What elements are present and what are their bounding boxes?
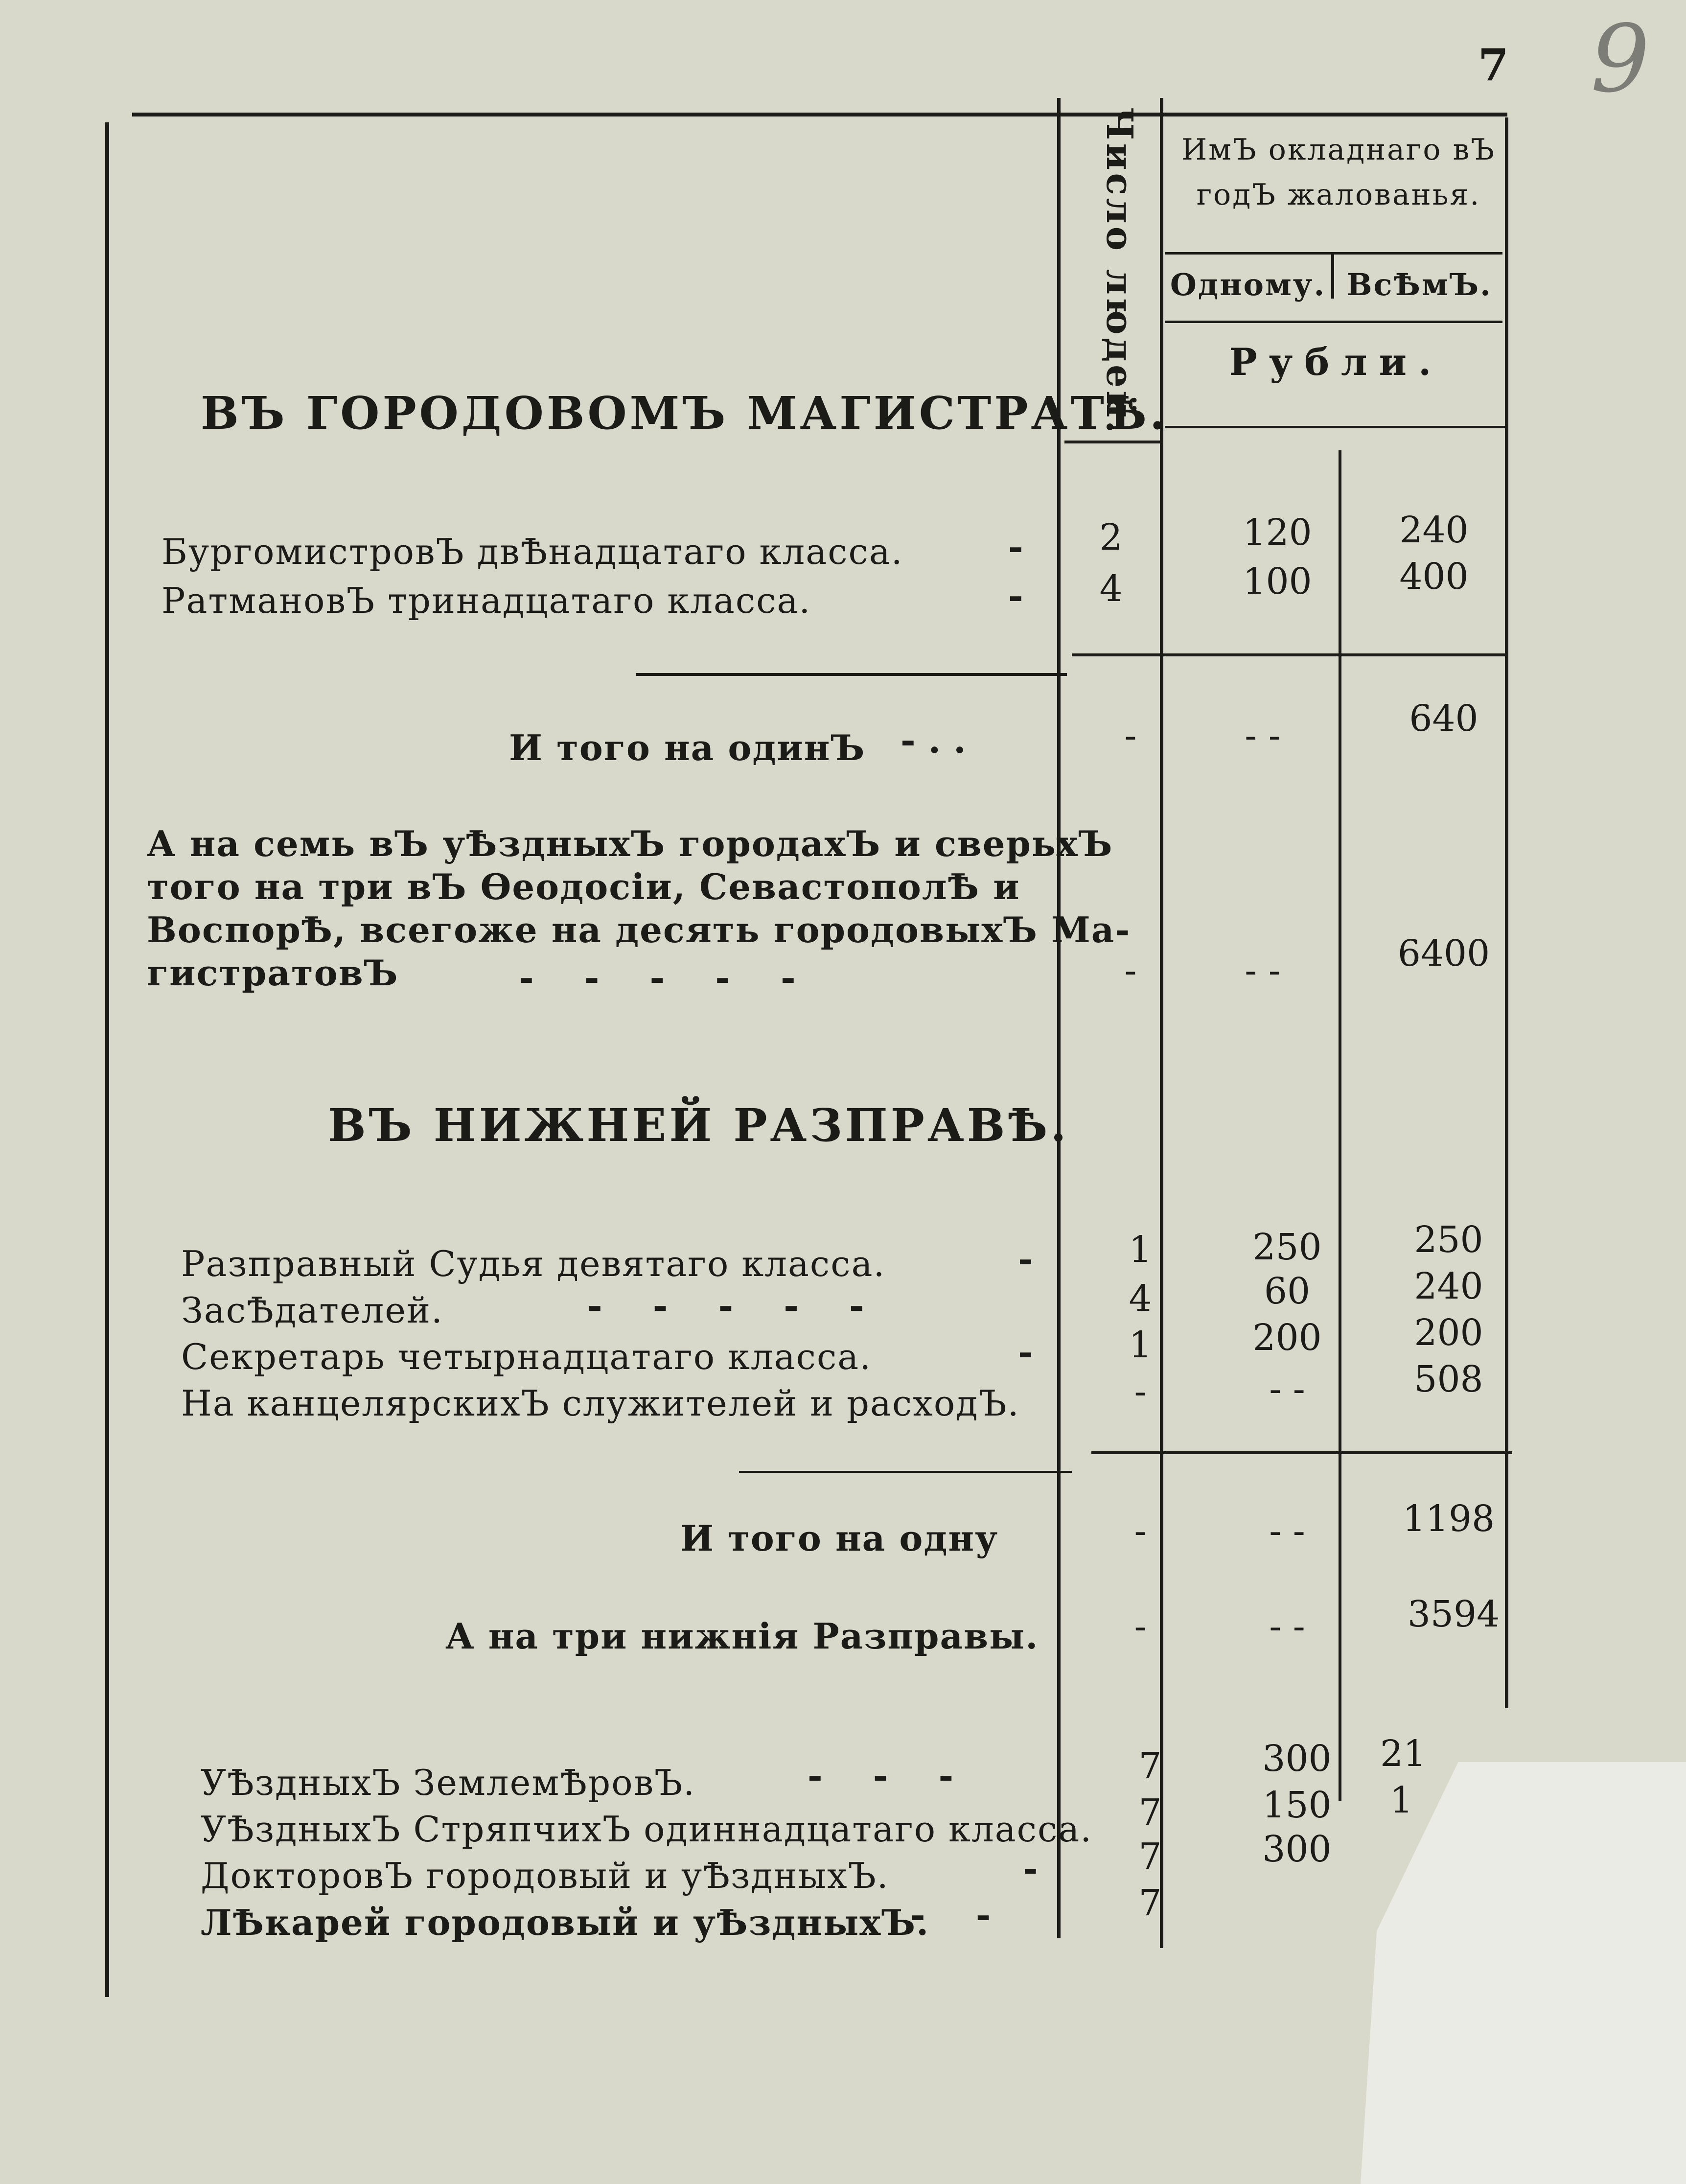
- court-total-label: И того на одну: [680, 1517, 999, 1559]
- magistrate-total: 640: [1409, 697, 1478, 740]
- table-top-rule: [132, 113, 1507, 116]
- header-rule-1: [1165, 252, 1502, 255]
- magistrate-title: ВЪ ГОРОДОВОМЪ МАГИСТРАТѢ.: [201, 387, 1168, 440]
- magistrate-row-2-label: РатмановЪ тринадцатаго класса.: [162, 580, 811, 621]
- court-row-4-label: На канцелярскихЪ служителей и расходЪ.: [181, 1383, 1020, 1424]
- court-row-3-all: 200: [1414, 1312, 1483, 1354]
- header-all: ВсѢмЪ.: [1346, 267, 1492, 302]
- court-three-count: -: [1134, 1605, 1147, 1648]
- page-number: 7: [1478, 39, 1509, 91]
- court-row-2-one: 60: [1264, 1270, 1311, 1312]
- magistrate-sum-rule: [636, 673, 1067, 676]
- magistrate-row-2-count: 4: [1099, 568, 1123, 610]
- count-column-left-rule: [1057, 98, 1061, 1938]
- court-row-1-dash: -: [1018, 1238, 1033, 1280]
- header-rule-2: [1165, 321, 1502, 323]
- header-count: Число людей.: [1098, 107, 1140, 436]
- magistrate-row-1-label: БургомистровЪ двѢнадцатаго класса.: [162, 531, 903, 572]
- court-row-4-one: - -: [1269, 1368, 1305, 1410]
- district-row-2-label: УѢздныхЪ СтряпчихЪ одиннадцатаго класса.: [201, 1809, 1093, 1850]
- magistrate-total-label: И того на одинЪ: [509, 727, 866, 768]
- district-row-2-one: 150: [1262, 1784, 1332, 1826]
- corner-pencil-mark: 9: [1591, 5, 1650, 113]
- court-row-2-dash: - - - - -: [587, 1285, 864, 1327]
- district-row-4-count: 7: [1138, 1882, 1162, 1924]
- court-row-3-count: 1: [1129, 1324, 1152, 1366]
- magistrate-total-count: -: [1124, 715, 1137, 757]
- court-row-4-all: 508: [1414, 1358, 1483, 1400]
- court-three-label: А на три нижнія Разправы.: [445, 1615, 1039, 1657]
- court-total-count: -: [1134, 1510, 1147, 1552]
- court-three-one: - -: [1269, 1605, 1305, 1648]
- magistrate-row-2-dash: -: [1008, 575, 1023, 617]
- district-row-4-label: ЛѢкарей городовый и уѢздныхЪ.: [201, 1902, 930, 1943]
- magistrate-paragraph-line-4: гистратовЪ: [147, 952, 399, 994]
- magistrate-sum-rule-cols: [1072, 653, 1507, 656]
- district-row-3-one: 300: [1262, 1828, 1332, 1870]
- court-row-3-label: Секретарь четырнадцатаго класса.: [181, 1336, 872, 1377]
- magistrate-row-2-all: 400: [1399, 556, 1469, 598]
- district-row-3-label: ДокторовЪ городовый и уѢздныхЪ.: [201, 1855, 889, 1896]
- magistrate-total-dashes: - . .: [901, 720, 966, 762]
- magistrate-paragraph-dashes: - - - - -: [519, 957, 796, 999]
- court-row-1-label: Разправный Судья девятаго класса.: [181, 1243, 886, 1284]
- header-rubles: Рубли.: [1229, 340, 1443, 384]
- magistrate-row-1-dash: -: [1008, 526, 1023, 568]
- paper-tear-area: [1361, 1762, 1686, 2184]
- count-column-right-rule: [1160, 98, 1163, 1948]
- magistrate-row-2-one: 100: [1243, 560, 1312, 603]
- court-row-1-all: 250: [1414, 1219, 1483, 1261]
- court-sum-rule: [739, 1471, 1072, 1473]
- magistrate-row-1-all: 240: [1399, 509, 1469, 551]
- court-row-4-count: -: [1134, 1371, 1147, 1413]
- court-row-3-one: 200: [1252, 1317, 1322, 1359]
- magistrate-paragraph-line-2: того на три вЪ Ѳеодосіи, СевастополѢ и: [147, 866, 1020, 907]
- magistrate-paragraph-total: 6400: [1397, 932, 1490, 975]
- district-row-4-dash: - -: [910, 1894, 991, 1936]
- magistrate-paragraph-line-1: А на семь вЪ уѢздныхЪ городахЪ и сверьхЪ: [147, 823, 1113, 864]
- court-total: 1198: [1402, 1498, 1495, 1540]
- court-row-2-label: ЗасѢдателей.: [181, 1290, 443, 1331]
- district-row-2-all: 1: [1390, 1779, 1413, 1821]
- magistrate-row-1-count: 2: [1099, 516, 1123, 558]
- court-sum-rule-cols: [1091, 1451, 1512, 1454]
- district-row-1-one: 300: [1262, 1738, 1332, 1780]
- magistrate-paragraph-one: - -: [1245, 950, 1281, 992]
- table-left-rule: [105, 122, 109, 1997]
- header-one: Одному.: [1170, 267, 1326, 302]
- header-rule-3: [1165, 426, 1505, 428]
- court-row-1-one: 250: [1252, 1226, 1322, 1268]
- court-row-2-count: 4: [1129, 1278, 1152, 1320]
- district-row-1-all: 21: [1380, 1733, 1427, 1775]
- district-row-1-count: 7: [1138, 1745, 1162, 1787]
- magistrate-total-one: - -: [1245, 715, 1281, 757]
- court-total-one: - -: [1269, 1510, 1305, 1552]
- district-row-3-count: 7: [1138, 1835, 1162, 1878]
- district-row-3-dash: -: [1023, 1848, 1038, 1890]
- district-row-1-dash: - - -: [808, 1755, 954, 1797]
- magistrate-paragraph-line-3: ВоспорѢ, всегоже на десять городовыхЪ Ма-: [147, 909, 1131, 951]
- court-three-total: 3594: [1407, 1593, 1500, 1635]
- lower-court-title: ВЪ НИЖНЕЙ РАЗПРАВѢ.: [328, 1099, 1069, 1152]
- all-column-left-rule-2: [1339, 450, 1341, 1801]
- all-column-left-rule: [1331, 255, 1334, 299]
- header-salary: ИмЪ окладнаго вЪ годЪ жалованья.: [1181, 133, 1496, 212]
- district-row-1-label: УѢздныхЪ ЗемлемѢровЪ.: [201, 1762, 696, 1803]
- court-row-3-dash: -: [1018, 1331, 1033, 1373]
- district-row-2-count: 7: [1138, 1791, 1162, 1834]
- table-right-rule: [1505, 117, 1508, 1708]
- court-row-2-all: 240: [1414, 1265, 1483, 1307]
- court-row-1-count: 1: [1129, 1229, 1152, 1271]
- magistrate-row-1-one: 120: [1243, 511, 1312, 554]
- magistrate-paragraph-count: -: [1124, 950, 1137, 992]
